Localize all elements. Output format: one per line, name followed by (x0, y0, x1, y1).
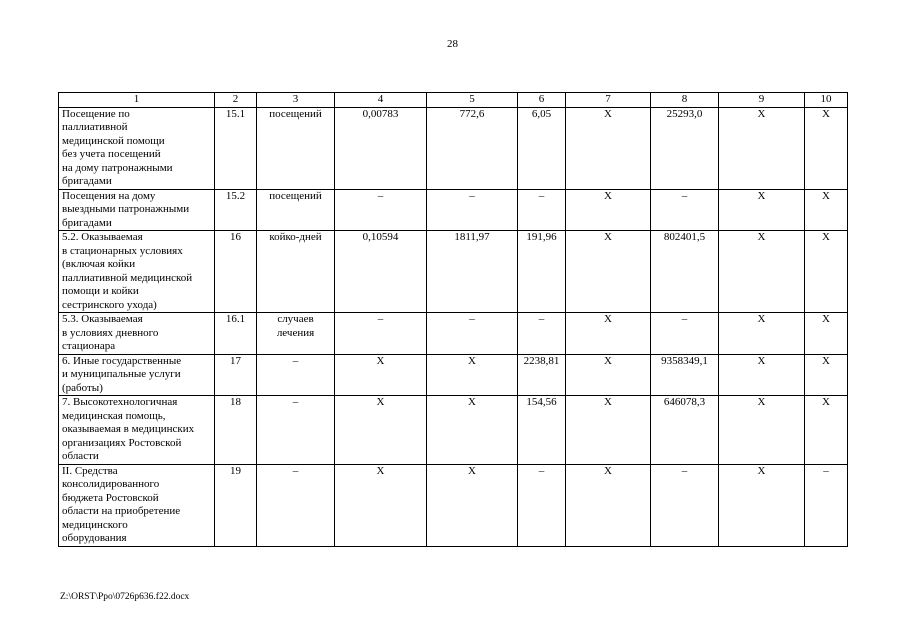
page-number: 28 (447, 38, 458, 50)
table-cell: Х (566, 396, 651, 465)
table-cell: Х (719, 464, 805, 546)
table-cell: Х (566, 313, 651, 355)
table-cell: 772,6 (427, 107, 518, 189)
table-row (59, 107, 848, 189)
table-cell: Х (566, 464, 651, 546)
row-label-line: стационара (62, 340, 116, 352)
table-row (59, 354, 848, 396)
row-label-line: помощи и койки (62, 285, 139, 297)
table-cell: 2238,81 (518, 354, 566, 396)
data-table (58, 92, 848, 547)
table-cell: – (651, 189, 719, 231)
row-label (59, 313, 215, 355)
table-cell: – (518, 464, 566, 546)
table-cell: Х (719, 354, 805, 396)
header-row (59, 93, 848, 108)
row-label (59, 464, 215, 546)
row-label-line: паллиативной медицинской (62, 271, 193, 284)
column-header: 2 (215, 93, 257, 108)
row-label-line: без учета посещений (62, 148, 161, 160)
row-label-line: в стационарных условиях (62, 244, 183, 257)
row-label-line: 5.2. Оказываемая (62, 231, 143, 243)
table-cell: – (805, 464, 848, 546)
table-cell: – (427, 313, 518, 355)
table-cell: – (518, 189, 566, 231)
row-label-line: оборудования (62, 532, 127, 544)
row-label-line: сестринского ухода) (62, 298, 157, 311)
table-cell: посещений (257, 189, 335, 231)
table-cell: 25293,0 (651, 107, 719, 189)
table-cell: – (518, 313, 566, 355)
table-row (59, 231, 848, 313)
table-cell: – (257, 464, 335, 546)
table-cell: 15.2 (215, 189, 257, 231)
row-label-line: (включая койки (62, 258, 136, 270)
table-cell: 646078,3 (651, 396, 719, 465)
table-row (59, 464, 848, 546)
table-cell: Х (566, 231, 651, 313)
table-cell: – (651, 464, 719, 546)
row-label-line: 7. Высокотехнологичная (62, 396, 178, 408)
row-label (59, 107, 215, 189)
file-path-footer: Z:\ORST\Ppo\0726p636.f22.docx (60, 592, 190, 602)
column-header: 5 (427, 93, 518, 108)
column-header: 10 (805, 93, 848, 108)
table-cell: Х (566, 354, 651, 396)
column-header: 4 (335, 93, 427, 108)
table-cell: посещений (257, 107, 335, 189)
table-cell: 9358349,1 (651, 354, 719, 396)
table-cell: Х (427, 354, 518, 396)
row-label (59, 189, 215, 231)
column-header: 7 (566, 93, 651, 108)
row-label-line: выездными патронажными (62, 203, 190, 215)
table-cell: 19 (215, 464, 257, 546)
table-cell: Х (719, 396, 805, 465)
table-cell: Х (335, 396, 427, 465)
table-cell: – (257, 396, 335, 465)
table-cell: 18 (215, 396, 257, 465)
row-label-line: области на приобретение (62, 505, 181, 517)
table-cell: случаев лечения (257, 313, 335, 355)
table-cell: Х (805, 313, 848, 355)
row-label-line: области (62, 450, 99, 462)
table-cell: Х (805, 354, 848, 396)
table-cell: 154,56 (518, 396, 566, 465)
table-cell: Х (427, 396, 518, 465)
row-label-line: паллиативной (62, 121, 128, 133)
table-cell: Х (566, 107, 651, 189)
table-cell: Х (719, 313, 805, 355)
column-header: 6 (518, 93, 566, 108)
table-cell: 6,05 (518, 107, 566, 189)
table-cell: 17 (215, 354, 257, 396)
row-label-line: на дому патронажными (62, 161, 173, 174)
row-label-line: в условиях дневного (62, 326, 159, 339)
column-header: 8 (651, 93, 719, 108)
table-cell: Х (427, 464, 518, 546)
table-cell: – (257, 354, 335, 396)
table-cell: Х (805, 231, 848, 313)
table-cell: Х (719, 189, 805, 231)
column-header: 9 (719, 93, 805, 108)
table-cell: – (335, 313, 427, 355)
table-cell: 802401,5 (651, 231, 719, 313)
table-cell: койко-дней (257, 231, 335, 313)
row-label-line: Посещение по (62, 107, 130, 120)
row-label-line: бюджета Ростовской (62, 491, 159, 504)
table-row (59, 313, 848, 355)
table-cell: Х (719, 231, 805, 313)
table-cell: – (427, 189, 518, 231)
row-label-line: медицинской помощи (62, 134, 165, 147)
row-label (59, 231, 215, 313)
row-label-line: организациях Ростовской (62, 436, 182, 449)
row-label-line: и муниципальные услуги (62, 368, 181, 380)
row-label-line: бригадами (62, 175, 112, 187)
row-label-line: Посещения на дому (62, 189, 156, 202)
table-cell: Х (719, 107, 805, 189)
table-cell: 1811,97 (427, 231, 518, 313)
row-label (59, 354, 215, 396)
table-cell: Х (805, 107, 848, 189)
table-cell: – (335, 189, 427, 231)
table-cell: Х (805, 189, 848, 231)
row-label-line: консолидированного (62, 478, 160, 490)
table-cell: 191,96 (518, 231, 566, 313)
table-cell: 16 (215, 231, 257, 313)
table-row (59, 189, 848, 231)
table-cell: 15.1 (215, 107, 257, 189)
row-label-line: медицинского (62, 518, 128, 531)
table-row (59, 396, 848, 465)
table-cell: – (651, 313, 719, 355)
table-cell: 0,10594 (335, 231, 427, 313)
column-header: 3 (257, 93, 335, 108)
row-label (59, 396, 215, 465)
table-cell: 16.1 (215, 313, 257, 355)
row-label-line: бригадами (62, 216, 112, 229)
row-label-line: (работы) (62, 381, 103, 394)
row-label-line: оказываемая в медицинских (62, 423, 195, 435)
table-cell: Х (805, 396, 848, 465)
table-cell: 0,00783 (335, 107, 427, 189)
row-label-line: 5.3. Оказываемая (62, 313, 143, 325)
table-cell: Х (566, 189, 651, 231)
row-label-line: медицинская помощь, (62, 409, 166, 422)
row-label-line: 6. Иные государственные (62, 354, 182, 367)
row-label-line: II. Средства (62, 464, 118, 477)
column-header: 1 (59, 93, 215, 108)
table-cell: Х (335, 464, 427, 546)
table-cell: Х (335, 354, 427, 396)
